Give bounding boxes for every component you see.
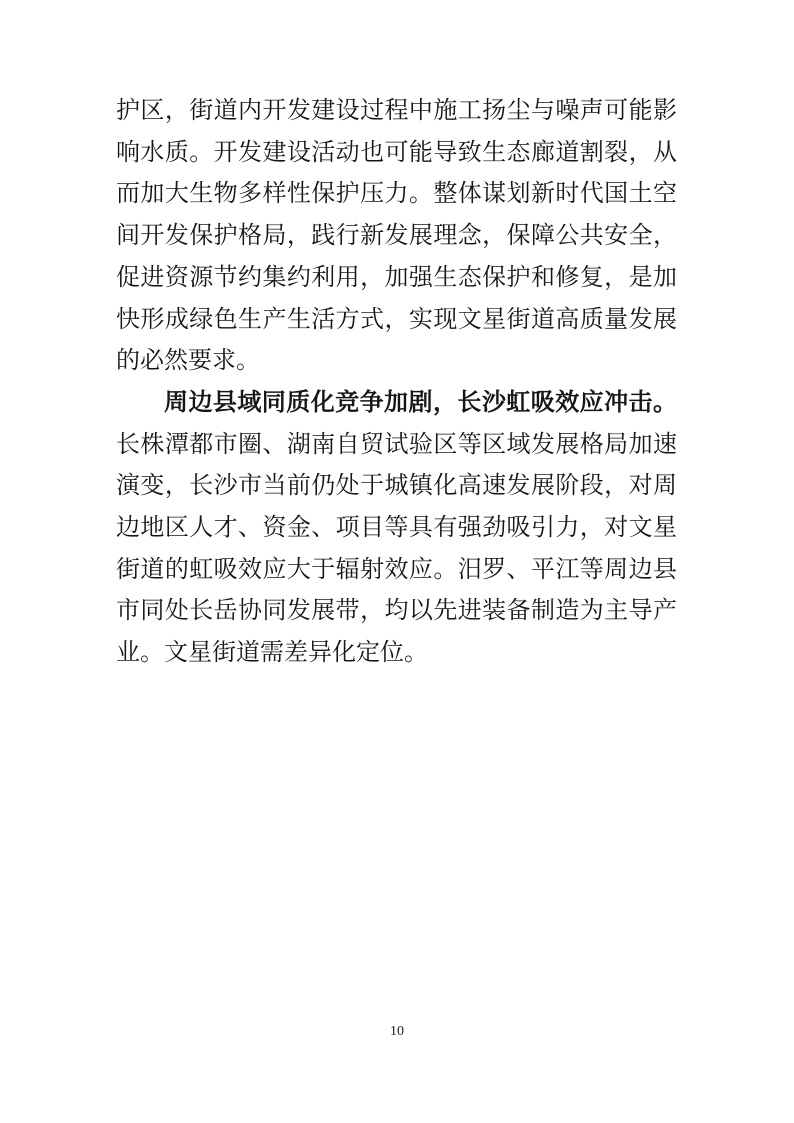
body-text-line: 长株潭都市圈、湖南自贸试验区等区域发展格局加速 (116, 431, 677, 458)
body-text-line: 护区，街道内开发建设过程中施工扬尘与噪声可能影 (116, 98, 677, 124)
body-text-line: 演变，长沙市当前仍处于城镇化高速发展阶段，对周 (116, 473, 677, 500)
paragraph-regional-competition (116, 383, 677, 675)
body-text-line: 街道的虹吸效应大于辐射效应。汨罗、平江等周边县 (116, 556, 677, 583)
body-text-line: 市同处长岳协同发展带，均以先进装备制造为主导产 (116, 598, 677, 625)
paragraph-lead-bold: 周边县域同质化竞争加剧，长沙虹吸效应冲击。 (164, 389, 677, 416)
body-text-line: 业。文星街道需差异化定位。 (116, 640, 428, 667)
body-text-line: 而加大生物多样性保护压力。整体谋划新时代国土空 (116, 181, 677, 208)
body-text-line: 边地区人才、资金、项目等具有强劲吸引力，对文星 (116, 515, 677, 542)
body-text-line: 响水质。开发建设活动也可能导致生态廊道割裂，从 (116, 139, 677, 166)
document-body (116, 91, 677, 675)
body-text-line: 快形成绿色生产生活方式，实现文星街道高质量发展 (116, 306, 677, 333)
body-text-line: 促进资源节约集约利用，加强生态保护和修复，是加 (116, 264, 677, 291)
paragraph-environment-pressure (116, 91, 677, 383)
body-text-line: 间开发保护格局，践行新发展理念，保障公共安全， (116, 223, 677, 250)
page-number: 10 (390, 1024, 404, 1039)
body-text-line: 的必然要求。 (116, 348, 260, 375)
